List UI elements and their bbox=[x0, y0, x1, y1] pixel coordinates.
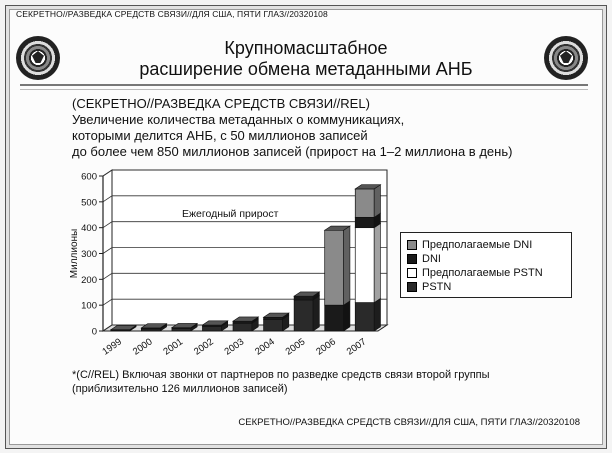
footnote-line-1: *(С//REL) Включая звонки от партнеров по разведке средств связи второй группы bbox=[72, 369, 490, 381]
x-tick-label-2004: 2004 bbox=[253, 336, 277, 358]
y-tick-label-200: 200 bbox=[81, 274, 97, 286]
legend-item-dni bbox=[407, 252, 441, 266]
bar-2005-pstn bbox=[294, 300, 313, 331]
bar-2007-предполагаемые-dni bbox=[355, 189, 374, 217]
chart-annotation: Ежегодный прирост bbox=[182, 208, 279, 220]
bar-2007-dni bbox=[355, 217, 374, 227]
x-tick-label-2002: 2002 bbox=[192, 336, 216, 358]
bar-side-2007-pstn bbox=[374, 298, 380, 331]
bar-side-2005-pstn bbox=[313, 296, 319, 331]
bar-2007-pstn bbox=[355, 303, 374, 331]
legend-swatch-pstn bbox=[407, 282, 417, 292]
x-tick-label-2003: 2003 bbox=[222, 336, 247, 358]
x-tick-label-2001: 2001 bbox=[161, 336, 186, 358]
bar-side-2006-dni bbox=[344, 301, 350, 331]
bar-2004-dni bbox=[264, 317, 283, 319]
bar-side-2007-предполагаемые-dni bbox=[374, 185, 380, 218]
title-line-1: Крупномасштабное bbox=[224, 38, 388, 58]
bar-side-2007-предполагаемые-pstn bbox=[374, 223, 380, 302]
y-axis-label: Миллионы bbox=[69, 228, 80, 279]
bar-side-2006-предполагаемые-dni bbox=[344, 226, 350, 305]
footnote bbox=[72, 368, 490, 396]
bar-2006-dni bbox=[325, 305, 344, 331]
legend-item-estimated-dni bbox=[407, 238, 532, 252]
x-tick-label-2007: 2007 bbox=[344, 336, 369, 358]
bar-2003-pstn bbox=[233, 323, 252, 331]
bar-2006-предполагаемые-dni bbox=[325, 230, 344, 305]
legend-label-estimated-dni: Предполагаемые DNI bbox=[422, 239, 533, 251]
legend-item-pstn bbox=[407, 280, 451, 294]
footnote-line-2: (приблизительно 126 миллионов записей) bbox=[72, 383, 288, 395]
bar-2005-dni bbox=[294, 296, 313, 300]
body-line-2: Увеличение количества метаданных о коммуникациях, bbox=[72, 112, 405, 127]
x-tick-label-2000: 2000 bbox=[130, 336, 155, 358]
y-tick-label-0: 0 bbox=[91, 326, 97, 338]
legend-label-estimated-pstn: Предполагаемые PSTN bbox=[422, 267, 543, 279]
title-line-2: расширение обмена метаданными АНБ bbox=[139, 59, 473, 79]
chart-legend bbox=[400, 232, 572, 298]
legend-swatch-estimated-pstn bbox=[407, 268, 417, 278]
x-tick-label-2005: 2005 bbox=[283, 336, 308, 358]
bar-2002-pstn bbox=[202, 326, 221, 331]
legend-swatch-estimated-dni bbox=[407, 240, 417, 250]
legend-label-pstn: PSTN bbox=[422, 281, 452, 293]
y-tick-label-100: 100 bbox=[81, 300, 97, 312]
legend-label-dni: DNI bbox=[422, 253, 441, 265]
body-line-4: до более чем 850 миллионов записей (прирост на 1–2 миллиона в день) bbox=[72, 144, 513, 159]
x-tick-label-2006: 2006 bbox=[314, 336, 338, 358]
body-line-1: (СЕКРЕТНО//РАЗВЕДКА СРЕДСТВ СВЯЗИ//REL) bbox=[72, 96, 370, 111]
bar-2001-pstn bbox=[172, 328, 191, 331]
y-tick-label-400: 400 bbox=[81, 223, 97, 235]
classification-banner-top: СЕКРЕТНО//РАЗВЕДКА СРЕДСТВ СВЯЗИ//ДЛЯ США, ПЯТИ ГЛАЗ//20320108 bbox=[16, 9, 328, 19]
x-tick-label-1999: 1999 bbox=[100, 336, 124, 358]
body-line-3: которыми делится АНБ, с 50 миллионов записей bbox=[72, 128, 368, 143]
bar-2003-dni bbox=[233, 321, 252, 323]
legend-item-estimated-pstn bbox=[407, 266, 543, 280]
y-tick-label-600: 600 bbox=[81, 171, 97, 183]
y-tick-label-500: 500 bbox=[81, 197, 97, 209]
bar-2007-предполагаемые-pstn bbox=[355, 228, 374, 303]
legend-swatch-dni bbox=[407, 254, 417, 264]
y-tick-label-300: 300 bbox=[81, 249, 97, 260]
classification-banner-bottom: СЕКРЕТНО//РАЗВЕДКА СРЕДСТВ СВЯЗИ//ДЛЯ США, ПЯТИ ГЛАЗ//20320108 bbox=[238, 417, 580, 428]
bar-2004-pstn bbox=[264, 319, 283, 331]
